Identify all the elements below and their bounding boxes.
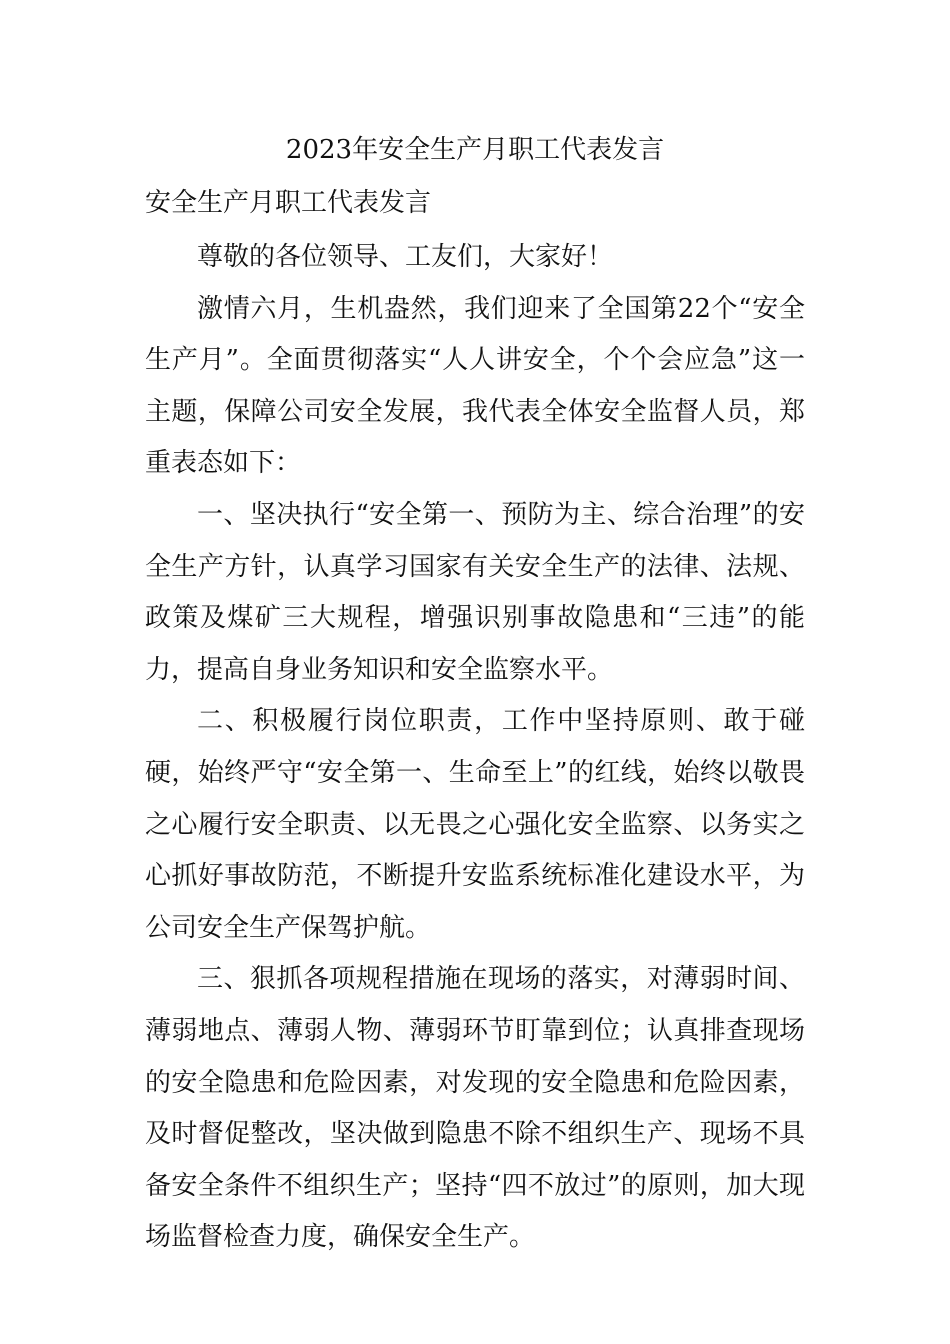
greeting-paragraph: 尊敬的各位领导、工友们，大家好！ <box>197 242 614 272</box>
point-two-paragraph: 二、积极履行岗位职责，工作中坚持原则、敢于碰硬，始终严守“安全第一、生命至上”的红线，始终以敬畏之心履行安全职责、以无畏之心强化安全监察、以务实之心抓好事故防范，不断提升安监系统标准化建设水平，为公司安全生产保驾护航。 <box>145 706 805 943</box>
document-body <box>145 232 805 1264</box>
document-title: 2023年安全生产月职工代表发言 <box>285 135 665 165</box>
intro-paragraph: 激情六月，生机盎然，我们迎来了全国第22个“安全生产月”。全面贯彻落实“人人讲安全，个个会应急”这一主题，保障公司安全发展，我代表全体安全监督人员，郑重表态如下： <box>145 293 805 479</box>
point-three-paragraph: 三、狠抓各项规程措施在现场的落实，对薄弱时间、薄弱地点、薄弱人物、薄弱环节盯靠到位；认真排查现场的安全隐患和危险因素，对发现的安全隐患和危险因素，及时督促整改，坚决做到隐患不除不组织生产、现场不具备安全条件不组织生产；坚持“四不放过”的原则，加大现场监督检查力度，确保安全生产。 <box>145 964 805 1253</box>
point-one-paragraph: 一、坚决执行“安全第一、预防为主、综合治理”的安全生产方针，认真学习国家有关安全生产的法律、法规、政策及煤矿三大规程，增强识别事故隐患和“三违”的能力，提高自身业务知识和安全监察水平。 <box>145 499 805 685</box>
document-subtitle: 安全生产月职工代表发言 <box>145 188 432 218</box>
